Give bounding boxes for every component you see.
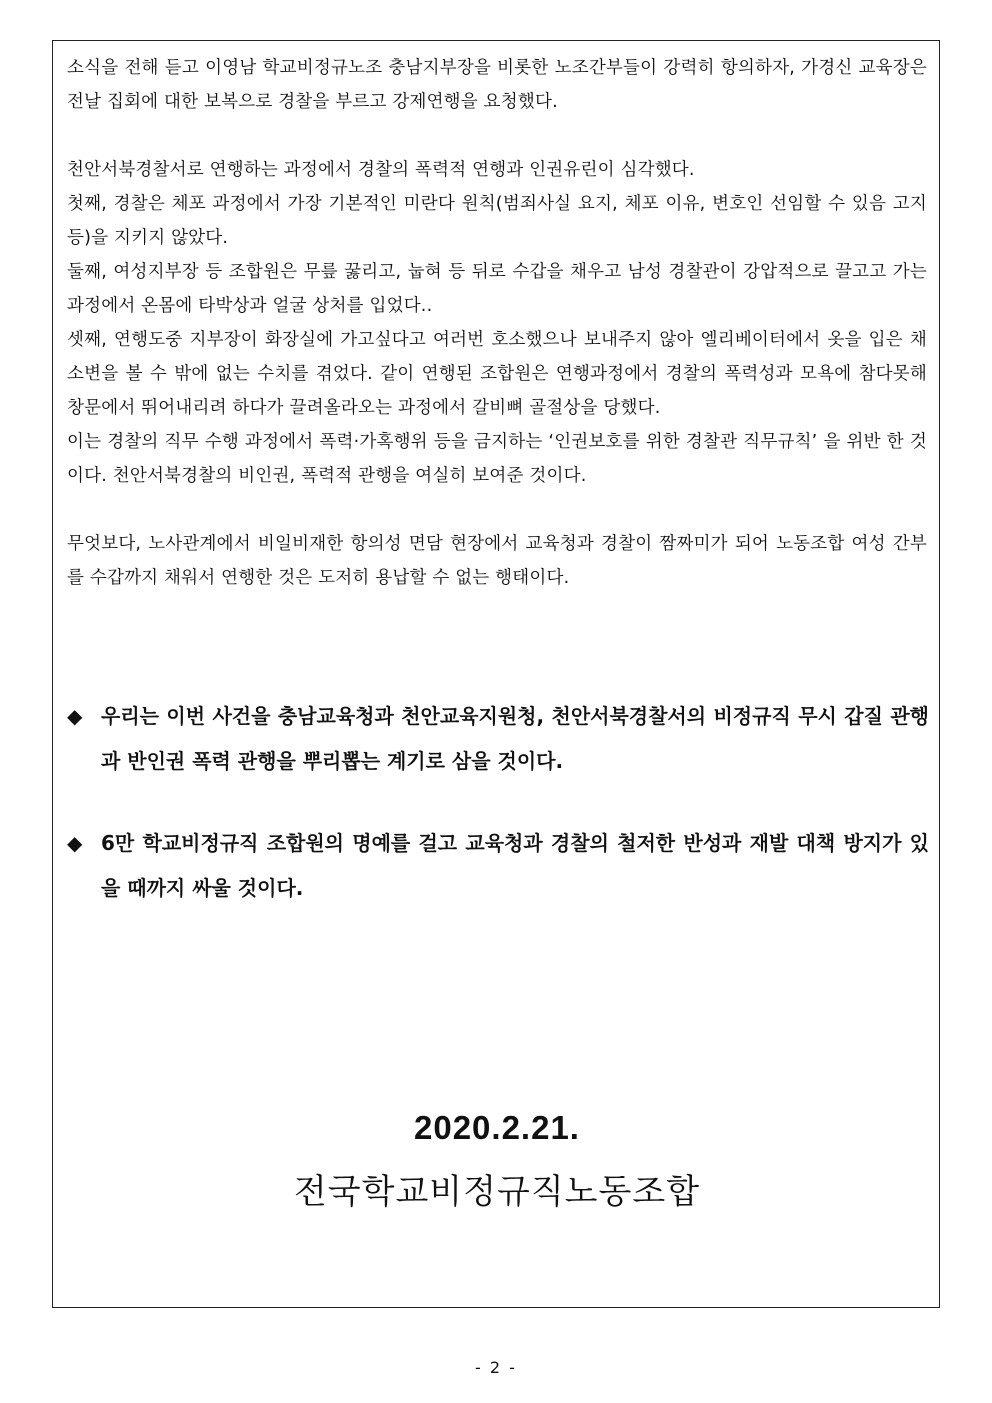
diamond-bullet-icon: ◆: [67, 831, 83, 855]
paragraph-second-violation: 둘째, 여성지부장 등 조합원은 무릎 꿇리고, 눕혀 등 뒤로 수갑을 채우고 남성 경찰관이 강압적으로 끌고고 가는 과정에서 온몸에 타박상과 얼굴 상처를 입었다..: [67, 262, 927, 316]
paragraph-context: 소식을 전해 듣고 이영남 학교비정규노조 충남지부장을 비롯한 노조간부들이 강력히 항의하자, 가경신 교육장은 전날 집회에 대한 보복으로 경찰을 부르고 강제연행을 요청했다.: [67, 58, 927, 112]
resolution-item: [67, 821, 929, 911]
document-frame: [52, 40, 940, 1308]
paragraph-third-violation: 셋째, 연행도중 지부장이 화장실에 가고싶다고 여러번 호소했으나 보내주지 않아 엘리베이터에서 옷을 입은 채 소변을 볼 수 밖에 없는 수치를 겪었다. 같이 연행된 조합원은 연행과정에서 경찰의 폭력성과 모욕에 참다못해 창문에서 뛰어내리려 하다가 끌려올라오는 과정에서 갈비뼈 골절상을 당했다.: [67, 330, 927, 418]
statement-date: 2020.2.21.: [414, 1109, 580, 1146]
paragraph-conclusion: 무엇보다, 노사관계에서 비일비재한 항의성 면담 현장에서 교육청과 경찰이 짬짜미가 되어 노동조합 여성 간부를 수갑까지 채워서 연행한 것은 도저히 용납할 수 없는 행태이다.: [67, 534, 927, 588]
resolution-text: 우리는 이번 사건을 충남교육청과 천안교육지원청, 천안서북경찰서의 비정규직 무시 갑질 관행과 반인권 폭력 관행을 뿌리뽑는 계기로 삼을 것이다.: [101, 704, 929, 773]
resolution-text: 6만 학교비정규직 조합원의 명예를 걸고 교육청과 경찰의 철저한 반성과 재발 대책 방지가 있을 때까지 싸울 것이다.: [101, 831, 929, 900]
organization-name: 전국학교비정규직노동조합: [293, 1172, 701, 1212]
paragraph-spacer: [67, 493, 927, 527]
diamond-bullet-icon: ◆: [67, 704, 83, 728]
paragraph-violence-summary: 천안서북경찰서로 연행하는 과정에서 경찰의 폭력적 연행과 인권유린이 심각했다.: [67, 160, 695, 180]
resolution-item: [67, 694, 929, 784]
paragraph-rule-violation: 이는 경찰의 직무 수행 과정에서 폭력·가혹행위 등을 금지하는 ‘인권보호를 위한 경찰관 직무규칙’ 을 위반 한 것이다. 천안서북경찰의 비인권, 폭력적 관행을 여실히 보여준 것이다.: [67, 432, 927, 486]
page-number: - 2 -: [475, 1358, 517, 1377]
paragraph-first-violation: 첫째, 경찰은 체포 과정에서 가장 기본적인 미란다 원칙(범죄사실 요지, 체포 이유, 변호인 선임할 수 있음 고지 등)을 지키지 않았다.: [67, 194, 927, 248]
paragraph-spacer: [67, 119, 927, 153]
statement-body: [67, 51, 927, 595]
